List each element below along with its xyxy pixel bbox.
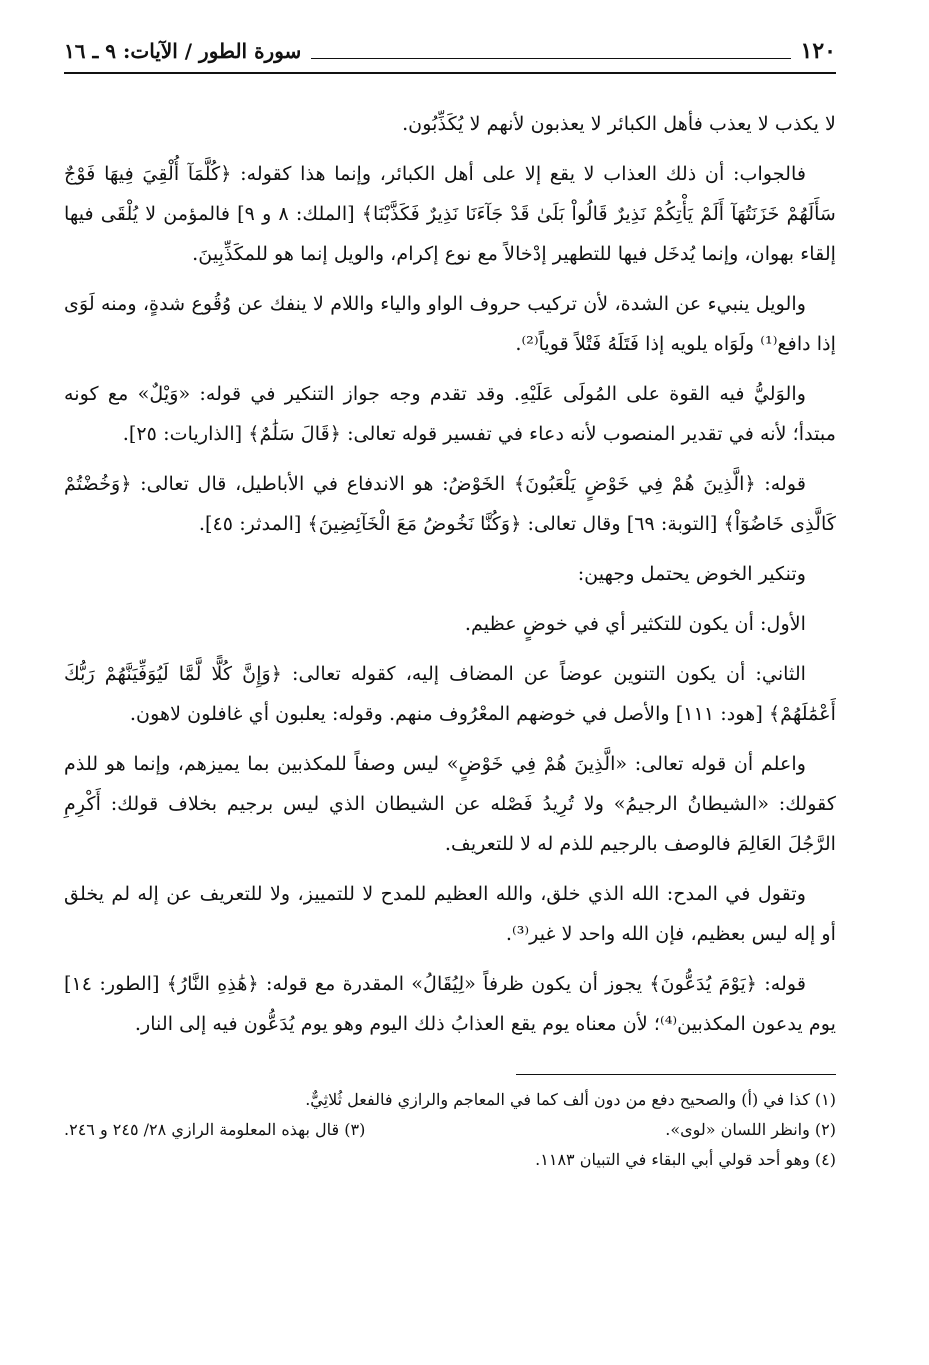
page-header	[64, 36, 836, 66]
paragraph: الثاني: أن يكون التنوين عوضاً عن المضاف إليه، كقوله تعالى: ﴿وَإِنَّ كُلًّا لَّمَّا لَيُوَفِّيَنَّهُمْ رَبُّكَ أَعْمَٰلَهُمْ﴾ [هود: ١١١] والأصل في خوضهم المعْرُوف منهم. وقوله: يعلبون أي غافلون لاهون.	[64, 662, 836, 725]
paragraph: والوَليُّ فيه القوة على المُولَى عَلَيْهِ. وقد تقدم وجه جواز التنكير في قوله: «وَيْلٌ» مع كونه مبتدأ؛ لأنه في تقدير المنصوب لأنه دعاء في تفسير قوله تعالى: ﴿قَالَ سَلَٰمٌ﴾ [الذاريات: ٢٥].	[64, 382, 836, 445]
paragraph: فالجواب: أن ذلك العذاب لا يقع إلا على أهل الكبائر، وإنما هذا كقوله: ﴿كُلَّمَآ أُلْقِيَ فِيهَا فَوْجٌ سَأَلَهُمْ خَزَنَتُهَآ أَلَمْ يَأْتِكُمْ نَذِيرٌ قَالُواْ بَلَىٰ قَدْ جَآءَنَا نَذِيرٌ فَكَذَّبْنَا﴾ [الملك: ٨ و ٩] فالمؤمن لا يُلْقَى فيها إلقاء بهوان، وإنما يُدخَل فيها للتطهير إدْخالاً مع نوع إكرام، والويل إنما هو للمكَذِّبِينَ.	[64, 162, 836, 265]
paragraph: واعلم أن قوله تعالى: «الَّذِينَ هُمْ فِي خَوْضٍ» ليس وصفاً للمكذبين بما يميزهم، وإنما هو للذم كقولك: «الشيطانُ الرجيمُ» ولا تُرِيدُ فَصْله عن الشيطان الذي ليس برجيم بخلاف قولك: أَكْرِمِ الرَّجُلَ العَالِمَ فالوصف بالرجيم للذم له لا للتعريف.	[64, 752, 836, 855]
footnotes	[64, 1085, 836, 1175]
paragraph: قوله: ﴿الَّذِينَ هُمْ فِي خَوْضٍ يَلْعَبُونَ﴾ الخَوْضُ: هو الاندفاع في الأباطيل، قال تعالى: ﴿وَخُضْتُمْ كَالَّذِى خَاضُوٓاْ﴾ [التوبة: ٦٩] وقال تعالى: ﴿وَكُنَّا نَخُوضُ مَعَ الْخَآئِضِينَ﴾ [المدثر: ٤٥].	[64, 472, 836, 535]
section-title: سورة الطور / الآيات: ٩ ـ ١٦	[64, 39, 302, 63]
page-number: ١٢٠	[800, 38, 836, 64]
main-text	[64, 104, 836, 1044]
paragraph: لا يكذب لا يعذب فأهل الكبائر لا يعذبون لأنهم لا يُكَذِّبُون.	[402, 112, 836, 135]
header-divider	[311, 44, 790, 59]
footnote-divider	[516, 1074, 836, 1075]
header-rule	[64, 72, 836, 74]
paragraph: وتنكير الخوض يحتمل وجهين:	[577, 562, 806, 585]
footnote: (٢) وانظر اللسان «لوى».	[665, 1120, 836, 1139]
footnote: (٣) قال بهذه المعلومة الرازي ٢٨/ ٢٤٥ و ٢٤٦.	[64, 1120, 366, 1139]
footnote: (٤) وهو أحد قولي أبي البقاء في التبيان ١١٨٣.	[535, 1150, 836, 1169]
paragraph: والويل ينبيء عن الشدة، لأن تركيب حروف الواو والياء واللام لا ينفك عن وُقُوع شدةٍ، ومنه لَوَى إذا دافع⁽¹⁾ ولَوَاه يلويه إذا فَتَلَهُ فَتْلاً قوياً⁽²⁾.	[64, 292, 836, 355]
footnote-row	[64, 1115, 836, 1145]
paragraph: وتقول في المدح: الله الذي خلق، والله العظيم للمدح لا للتمييز، ولا للتعريف عن إله لم يخلق أو إله ليس بعظيم، فإن الله واحد لا غير⁽³⁾.	[64, 882, 836, 945]
book-page	[64, 36, 836, 1346]
paragraph: قوله: ﴿يَوْمَ يُدَعُّونَ﴾ يجوز أن يكون ظرفاً «لِيُقَالُ» المقدرة مع قوله: ﴿هَٰذِهِ النَّارُ﴾ [الطور: ١٤] يوم يدعون المكذبين⁽⁴⁾؛ لأن معناه يوم يقع العذابُ ذلك اليوم وهو يوم يُدَعُّون فيه إلى النار.	[64, 972, 836, 1035]
footnote: (١) كذا في (أ) والصحيح دفع من دون ألف كما في المعاجم والرازي فالفعل ثُلاثِيٌّ.	[305, 1090, 836, 1109]
paragraph: الأول: أن يكون للتكثير أي في خوضٍ عظيم.	[464, 612, 806, 635]
